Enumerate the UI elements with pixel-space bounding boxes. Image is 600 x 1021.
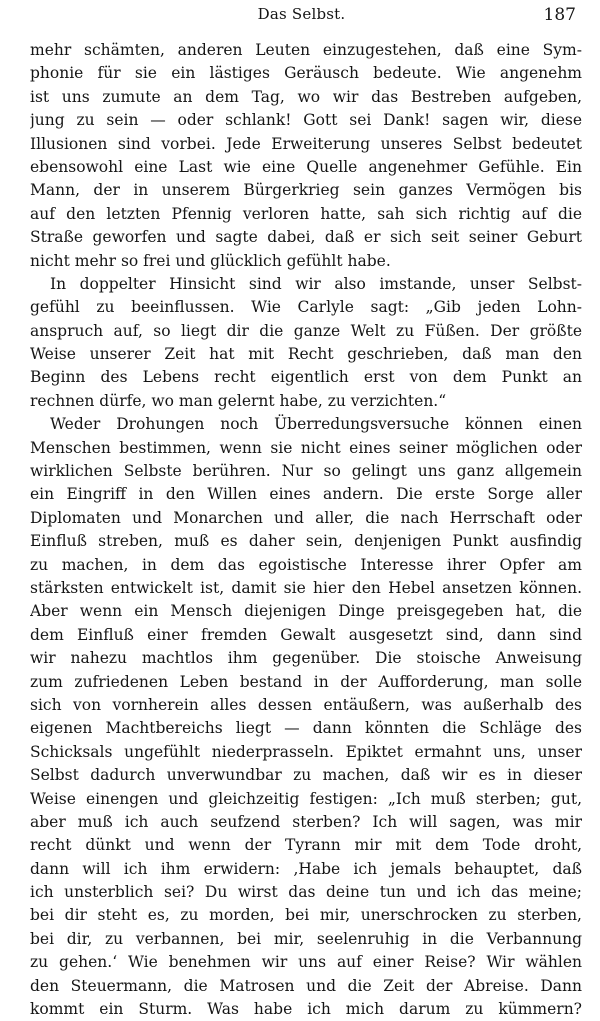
text-line: gefühl zu beeinflussen. Wie Carlyle sagt: „Gib jeden Lohn- [30,298,582,317]
text-line: eigenen Machtbereichs liegt — dann könnten die Schläge des [30,719,582,738]
running-title: Das Selbst. [257,5,346,23]
text-line: mehr schämten, anderen Leuten einzugestehen, daß eine Sym- [30,41,582,59]
text-line: auf den letzten Pfennig verloren hatte, sah sich richtig auf die [30,204,582,223]
text-line: stärksten entwickelt ist, damit sie hier den Hebel ansetzen können. [30,578,582,597]
paragraph-start-line: Weder Drohungen noch Überredungsversuche können einen [50,415,582,434]
text-line: ist uns zumute an dem Tag, wo wir das Bestreben aufgeben, [30,87,582,106]
text-line: Beginn des Lebens recht eigentlich erst von dem Punkt an [30,368,582,387]
running-head [27,5,576,27]
text-line: Menschen bestimmen, wenn sie nicht eines seiner möglichen oder [30,438,582,457]
text-line: Weise einengen und gleichzeitig festigen: „Ich muß sterben; gut, [30,789,582,808]
text-line: recht dünkt und wenn der Tyrann mir mit dem Tode droht, [30,836,582,855]
text-line: ich unsterblich sei? Du wirst das deine tun und ich das meine; [30,883,582,902]
text-line: anspruch auf, so liegt dir die ganze Welt zu Füßen. Der größte [30,321,582,340]
text-line: Diplomaten und Monarchen und aller, die nach Herrschaft oder [30,508,582,527]
text-line: zu machen, in dem das egoistische Interesse ihrer Opfer am [30,555,582,574]
text-line: wirklichen Selbste berühren. Nur so gelingt uns ganz allgemein [30,462,582,481]
text-line: jung zu sein — oder schlank! Gott sei Dank! sagen wir, diese [30,111,582,130]
text-line: Schicksals ungefühlt niederprasseln. Epiktet ermahnt uns, unser [30,742,582,761]
text-line: Einfluß streben, muß es daher sein, denjenigen Punkt ausfindig [30,532,582,551]
text-line: Aber wenn ein Mensch diejenigen Dinge preisgegeben hat, die [30,602,582,621]
text-line: Straße geworfen und sagte dabei, daß er sich seit seiner Geburt [30,228,582,247]
page-number: 187 [543,5,576,25]
text-line: bei dir steht es, zu morden, bei mir, unerschrocken zu sterben, [30,906,582,925]
text-line: ebensowohl eine Last wie eine Quelle angenehmer Gefühle. Ein [30,157,582,176]
text-line: zum zufriedenen Leben bestand in der Aufforderung, man solle [30,672,582,691]
paragraph-start-line: In doppelter Hinsicht sind wir also imstande, unser Selbst- [50,274,582,293]
paragraph-end-line: nicht mehr so frei und glücklich gefühlt habe. [30,251,391,270]
text-line: dann will ich ihm erwidern: ‚Habe ich jemals behauptet, daß [30,859,582,878]
text-line: dem Einfluß einer fremden Gewalt ausgesetzt sind, dann sind [30,625,582,644]
text-line: phonie für sie ein lästiges Geräusch bedeute. Wie angenehm [30,64,582,83]
text-line: wir nahezu machtlos ihm gegenüber. Die stoische Anweisung [30,649,582,668]
body-text [30,39,582,1021]
text-line: den Steuermann, die Matrosen und die Zeit der Abreise. Dann [30,976,582,995]
paragraph-end-line: rechnen dürfe, wo man gelernt habe, zu verzichten.“ [30,391,447,410]
text-line: Mann, der in unserem Bürgerkrieg sein ganzes Vermögen bis [30,181,582,200]
text-line: zu gehen.‘ Wie benehmen wir uns auf einer Reise? Wir wählen [30,953,582,972]
text-line: Weise unserer Zeit hat mit Recht geschrieben, daß man den [30,345,582,364]
text-line: kommt ein Sturm. Was habe ich mich darum zu kümmern? [30,1000,582,1019]
text-line: bei dir, zu verbannen, bei mir, seelenruhig in die Verbannung [30,929,582,948]
text-line: aber muß ich auch seufzend sterben? Ich will sagen, was mir [30,812,582,831]
text-line: Selbst dadurch unverwundbar zu machen, daß wir es in dieser [30,766,582,785]
text-line: sich von vornherein alles dessen entäußern, was außerhalb des [30,695,582,714]
text-line: ein Eingriff in den Willen eines andern. Die erste Sorge aller [30,485,582,504]
text-line: Illusionen sind vorbei. Jede Erweiterung unseres Selbst bedeutet [30,134,582,153]
